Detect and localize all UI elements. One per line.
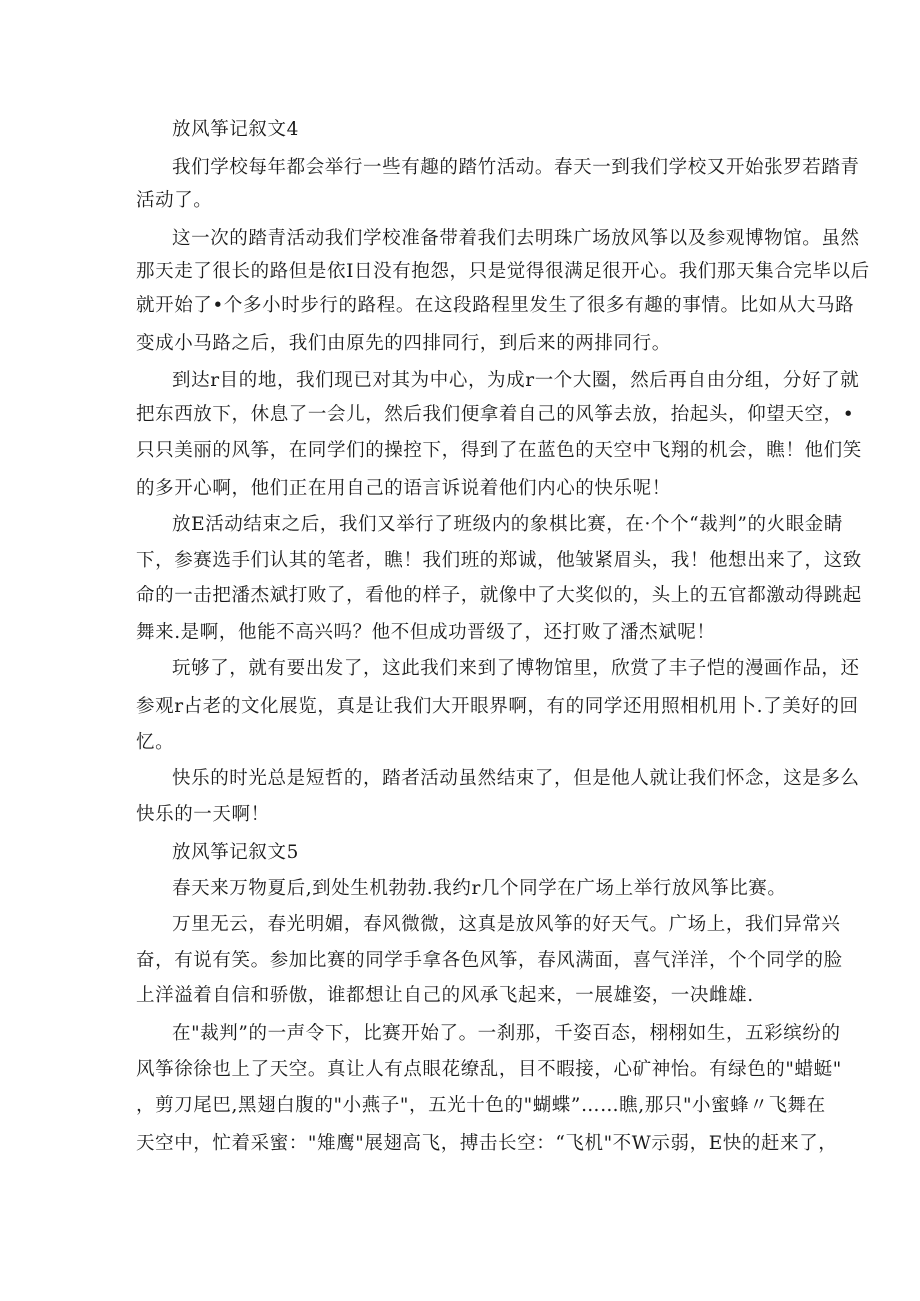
paragraph-line: 放E活动结束之后，我们又举行了班级内的象棋比赛，在·个个“裁判”的火眼金睛 <box>172 514 844 535</box>
paragraph-line: 下，参赛选手们认其的笔者，瞧！我们班的郑诚，他皱紧眉头，我！他想出来了，这致 <box>136 550 862 571</box>
section-title: 放风筝记叙文4 <box>172 119 299 140</box>
paragraph-line: 这一次的踏青活动我们学校准备带着我们去明珠广场放风筝以及参观博物馆。虽然 <box>172 228 860 249</box>
paragraph-line: 玩够了，就有要出发了，这此我们来到了博物馆里，欣赏了丰子恺的漫画作品，还 <box>172 658 860 679</box>
paragraph-line: 奋，有说有笑。参加比赛的同学手拿各色风筝，春风满面，喜气洋洋，个个同学的脸 <box>136 950 843 971</box>
paragraph-line: 参观r占老的文化展览，真是让我们大开眼界啊，有的同学还用照相机用卜.了美好的回 <box>136 696 859 717</box>
paragraph-line: 那天走了很长的路但是依I日没有抱怨，只是觉得很满足很开心。我们那天集合完毕以后 <box>136 261 870 282</box>
section-title: 放风筝记叙文5 <box>172 842 299 863</box>
paragraph-line: 上洋溢着自信和骄傲，谁都想让自己的风承飞起来，一展雄姿，一决雌雄. <box>136 985 754 1006</box>
paragraph-line: 到达r目的地，我们现已对其为中心，为成r一个大圈，然后再自由分组，分好了就 <box>172 370 860 391</box>
paragraph-line: 春天来万物夏后,到处生机勃勃.我约r几个同学在广场上举行放风筝比赛。 <box>172 878 787 899</box>
paragraph-line: 命的一击把潘杰斌打败了，看他的样子，就像中了大奖似的，头上的五官都激动得跳起 <box>136 585 862 606</box>
paragraph-line: 的多开心啊，他们正在用自己的语言诉说着他们内心的快乐呢！ <box>136 478 671 499</box>
paragraph-line: 风筝徐徐也上了天空。真让人有点眼花缭乱，目不暇接，心矿神怡。有绿色的"蜡蜓" <box>136 1059 842 1080</box>
paragraph-line: 万里无云，春光明媚，春风微微，这真是放风筝的好天气。广场上，我们异常兴 <box>172 914 841 935</box>
paragraph-line: 我们学校每年都会举行一些有趣的踏竹活动。春天一到我们学校又开始张罗若踏青 <box>172 157 860 178</box>
paragraph-line: 快乐的时光总是短哲的，踏者活动虽然结束了，但是他人就让我们怀念，这是多么 <box>172 768 860 789</box>
paragraph-line: 把东西放下，休息了一会儿，然后我们便拿着自己的风筝去放，抬起头，仰望天空，• <box>136 404 855 425</box>
paragraph-line: 天空中，忙着采蜜："雉鹰"展翅高飞，搏击长空：“飞机"不W示弱，E快的赶来了， <box>136 1133 838 1154</box>
paragraph-line: 变成小马路之后，我们由原先的四排同行，到后来的两排同行。 <box>136 333 671 354</box>
paragraph-line: 快乐的一天啊！ <box>136 804 270 825</box>
paragraph-line: 活动了。 <box>136 190 213 211</box>
paragraph-line: 在"裁判”的一声令下，比赛开始了。一刹那，千姿百态，栩栩如生，五彩缤纷的 <box>172 1023 841 1044</box>
paragraph-line: 就开始了•个多小时步行的路程。在这段路程里发生了很多有趣的事情。比如从大马路 <box>136 295 855 316</box>
paragraph-line: ，剪刀尾巴,黑翅白腹的"小燕子"，五光十色的"蝴蝶”……瞧,那只"小蜜蜂〃飞舞在 <box>136 1095 826 1116</box>
paragraph-line: 忆。 <box>136 732 175 753</box>
paragraph-line: 只只美丽的风筝，在同学们的操控下，得到了在蓝色的天空中飞翔的机会，瞧！他们笑 <box>136 440 862 461</box>
paragraph-line: 舞来.是啊，他能不高兴吗？他不但成功晋级了，还打败了潘杰斌呢！ <box>136 622 716 643</box>
